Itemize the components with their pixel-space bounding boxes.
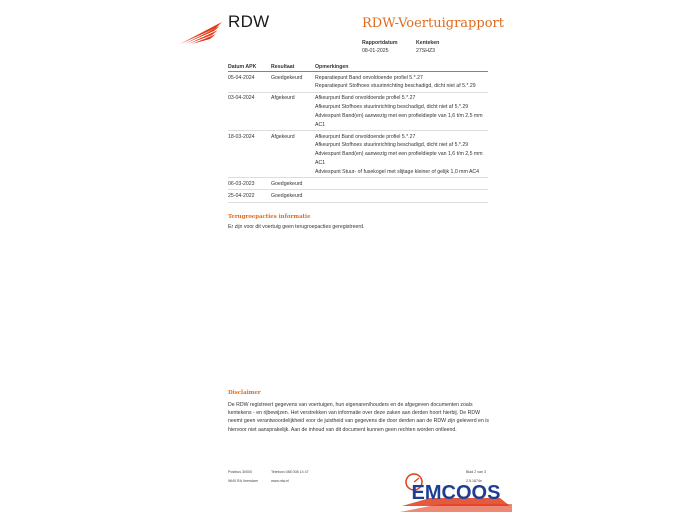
table-row	[228, 92, 488, 130]
col-header-result: Resultaat	[271, 64, 295, 70]
cell-date: 06-03-2023	[228, 180, 255, 187]
rdw-logo-icon	[178, 20, 224, 46]
plate-value: 27SHZ3	[416, 48, 436, 54]
recall-heading: Terugroepacties informatie	[228, 214, 311, 220]
disclaimer-heading: Disclaimer	[228, 390, 261, 396]
brand-name: RDW	[228, 12, 270, 31]
disclaimer-text: De RDW registreert gegevens van voertuigen, hun eigenaren/houders en de afgegeven documenten zoals kentekens - en rijbewijzen. Het verstrekken van informatie over deze zaken aan derden hoort hierbij. De RDW neemt geen verantwoordelijkheid voor de juistheid van gegevens die door derden aan de RDW zijn geleverd en is hiervoor niet aansprakelijk. Aan de inhoud van dit document kunnen geen rechten worden ontleend.	[228, 402, 489, 433]
apk-table	[228, 64, 488, 203]
cell-remarks	[315, 131, 488, 178]
table-row	[228, 190, 488, 202]
cell-date: 03-04-2024	[228, 95, 255, 102]
report-date-value: 08-01-2025	[362, 48, 389, 54]
col-header-date: Datum APK	[228, 64, 257, 70]
cell-result: Goedgekeurd	[271, 192, 303, 199]
cell-date: 25-04-2022	[228, 192, 255, 199]
cell-remarks	[315, 190, 488, 202]
cell-remarks	[315, 72, 488, 93]
cell-remarks	[315, 178, 488, 190]
recall-text: Er zijn voor dit voertuig geen terugroepacties geregistreerd.	[228, 224, 365, 230]
cell-result: Goedgekeurd	[271, 74, 303, 81]
footer-phone: Telefoon 088 008 14 47	[271, 470, 309, 474]
cell-result: Afgekeurd	[271, 95, 295, 102]
remark-line: Afkeurpunt Stofhoes stuurinrichting beschadigd, dicht niet af 5.*.29	[315, 104, 469, 111]
footer-page: Blad 2 van 3	[466, 470, 486, 474]
table-row	[228, 72, 488, 93]
cell-result: Afgekeurd	[271, 133, 295, 140]
cell-remarks	[315, 92, 488, 130]
emcoos-text: EMCOOS	[411, 482, 501, 504]
table-header-row	[228, 64, 488, 72]
cell-result: Goedgekeurd	[271, 180, 303, 187]
remark-line: Adviespunt Band(en) aanwezig met een profieldiepte van 1,6 t/m 2,5 mm AC1	[315, 151, 483, 166]
document-title: RDW-Voertuigrapport	[362, 16, 504, 31]
remark-line: Adviespunt Band(en) aanwezig met een profieldiepte van 1,6 t/m 2,5 mm AC1	[315, 112, 483, 128]
footer-city: 9640 RA Veendam	[228, 479, 258, 483]
remark-line: Afkeurpunt Stofhoes stuurinrichting beschadigd, dicht niet af 5.*.29	[315, 142, 469, 149]
remark-line: Reparatiepunt Band onvoldoende profiel 5.*.27	[315, 74, 423, 81]
footer-version: 2.5.1674e	[466, 479, 482, 483]
col-header-remarks: Opmerkingen	[315, 64, 349, 70]
plate-label: Kenteken	[416, 40, 440, 46]
remark-line: Afkeurpunt Band onvoldoende profiel 5.*.27	[315, 133, 416, 140]
table-row	[228, 178, 488, 190]
cell-date: 18-03-2024	[228, 133, 255, 140]
footer-postbus: Postbus 30000	[228, 470, 252, 474]
cell-date: 05-04-2024	[228, 74, 255, 81]
table-row	[228, 131, 488, 178]
remark-line: Reparatiepunt Stofhoes stuurinrichting beschadigd, dicht niet af 5.*.29	[315, 83, 476, 90]
footer-web: www.rdw.nl	[271, 479, 289, 483]
report-date-label: Rapportdatum	[362, 40, 398, 46]
remark-line: Afkeurpunt Band onvoldoende profiel 5.*.27	[315, 95, 416, 102]
emcoos-watermark-logo	[400, 470, 512, 514]
remark-line: Adviespunt Stuur- of fusekogel met slijtage kleiner of gelijk 1,0 mm AC4	[315, 168, 480, 175]
